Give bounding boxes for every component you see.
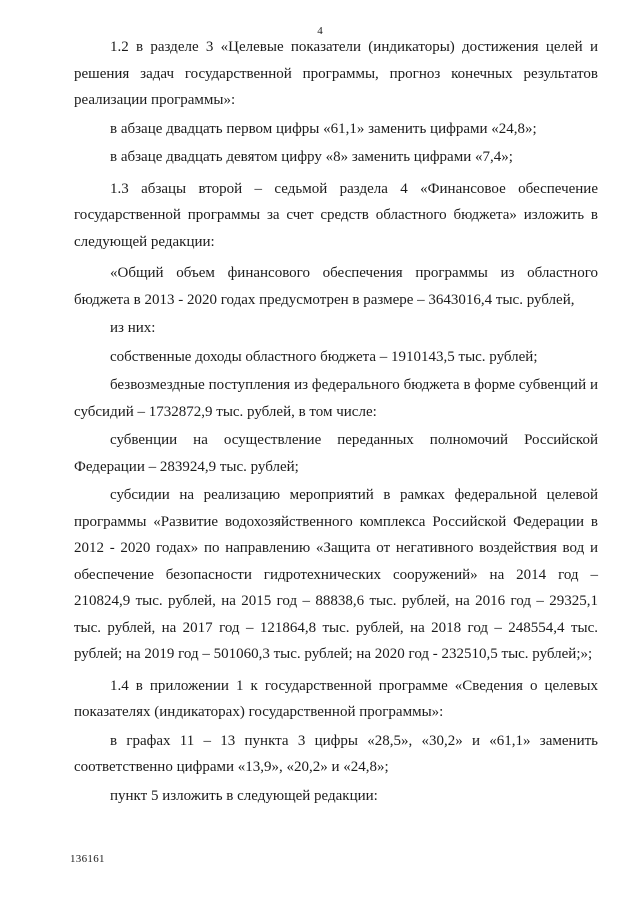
paragraph-item-5: пункт 5 изложить в следующей редакции:	[110, 787, 378, 804]
paragraph-total-funding: «Общий объем финансового обеспечения программы из областного бюджета в 2013 - 2020 годах предусмотрен в размере – 3643016,4 тыс. рублей,	[74, 265, 598, 308]
paragraph-federal-transfers: безвозмездные поступления из федерального бюджета в форме субвенций и субсидий – 1732872,9 тыс. рублей, в том числе:	[74, 377, 598, 420]
paragraph-1-3: 1.3 абзацы второй – седьмой раздела 4 «Финансовое обеспечение государственной программы за счет средств областного бюджета» изложить в следующей редакции:	[74, 180, 598, 250]
paragraph-subsidies: субсидии на реализацию мероприятий в рамках федеральной целевой программы «Развитие водохозяйственного комплекса Российской Федерации в 2012 - 2020 годах» по направлению «Защита от негативного воздействия вод и обеспечение безопасности гидротехнических сооружений» на 2014 год – 210824,9 тыс. рублей, на 2015 год – 88838,6 тыс. рублей, на 2016 год – 29325,1 тыс. рублей, на 2017 год – 121864,8 тыс. рублей, на 2018 год – 248554,4 тыс. рублей; на 2019 год – 501060,3 тыс. рублей; на 2020 год - 232510,5 тыс. рублей;»;	[74, 487, 598, 662]
document-body	[74, 34, 598, 811]
paragraph-1-4: 1.4 в приложении 1 к государственной программе «Сведения о целевых показателях (индикаторах) государственной программы»:	[74, 677, 598, 720]
paragraph-of-them: из них:	[110, 320, 156, 336]
paragraph-subventions: субвенции на осуществление переданных полномочий Российской Федерации – 283924,9 тыс. рублей;	[74, 432, 598, 475]
paragraph-abzac-21: в абзаце двадцать первом цифры «61,1» заменить цифрами «24,8»;	[110, 120, 537, 137]
paragraph-own-revenue: собственные доходы областного бюджета – 1910143,5 тыс. рублей;	[110, 348, 538, 365]
paragraph-abzac-29: в абзаце двадцать девятом цифру «8» заменить цифрами «7,4»;	[110, 149, 513, 165]
paragraph-columns-11-13: в графах 11 – 13 пункта 3 цифры «28,5», «30,2» и «61,1» заменить соответственно цифрами «13,9», «20,2» и «24,8»;	[74, 732, 598, 775]
page-number: 4	[317, 25, 323, 37]
paragraph-1-2: 1.2 в разделе 3 «Целевые показатели (индикаторы) достижения целей и решения задач государственной программы, прогноз конечных результатов реализации программы»:	[74, 39, 598, 108]
document-code: 136161	[70, 853, 105, 865]
